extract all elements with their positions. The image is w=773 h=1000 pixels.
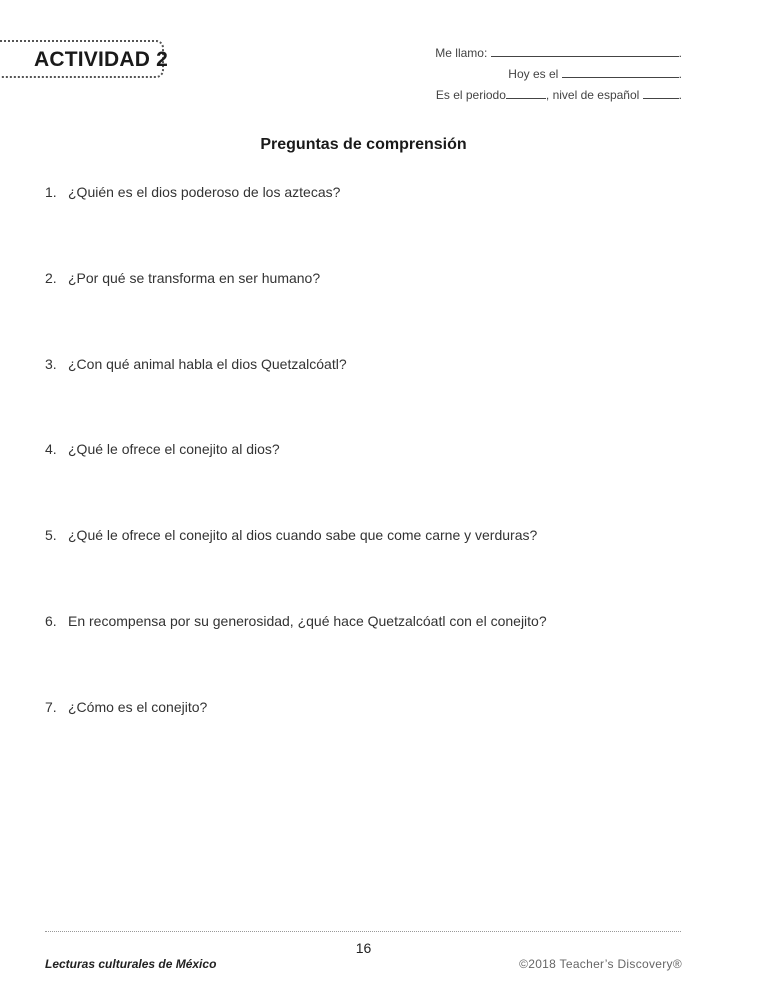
question-5 <box>45 527 537 543</box>
name-end: . <box>678 46 682 60</box>
question-text: En recompensa por su generosidad, ¿qué hace Quetzalcóatl con el conejito? <box>68 613 547 629</box>
question-number: 7. <box>45 699 57 715</box>
question-text: ¿Quién es el dios poderoso de los aztecas? <box>68 184 341 200</box>
level-end: . <box>678 88 682 102</box>
name-line <box>435 45 682 60</box>
question-7 <box>45 699 207 715</box>
question-1 <box>45 184 340 200</box>
question-3 <box>45 356 347 372</box>
name-blank[interactable] <box>491 45 679 57</box>
question-number: 2. <box>45 270 57 286</box>
level-label: , nivel de español <box>545 88 640 102</box>
period-label: Es el periodo <box>435 88 506 102</box>
question-number: 4. <box>45 441 57 457</box>
activity-title: ACTIVIDAD 2 <box>34 48 169 71</box>
question-6 <box>45 613 547 629</box>
question-number: 5. <box>45 527 57 543</box>
date-end: . <box>678 67 682 81</box>
question-text: ¿Qué le ofrece el conejito al dios? <box>68 441 280 457</box>
date-line <box>508 66 682 81</box>
section-title: Preguntas de comprensión <box>260 136 467 153</box>
question-number: 3. <box>45 356 57 372</box>
question-number: 1. <box>45 184 57 200</box>
period-line <box>436 87 682 102</box>
book-title: Lecturas culturales de México <box>45 957 217 971</box>
question-number: 6. <box>45 613 57 629</box>
question-text: ¿Por qué se transforma en ser humano? <box>68 270 321 286</box>
question-2 <box>45 270 320 286</box>
question-4 <box>45 441 280 457</box>
date-blank[interactable] <box>562 66 679 78</box>
copyright: ©2018 Teacher’s Discovery® <box>519 957 682 971</box>
name-label: Me llamo: <box>435 46 488 60</box>
period-blank[interactable] <box>506 87 546 99</box>
level-blank[interactable] <box>643 87 679 99</box>
question-text: ¿Qué le ofrece el conejito al dios cuando sabe que come carne y verduras? <box>68 527 538 543</box>
question-text: ¿Cómo es el conejito? <box>68 699 208 715</box>
footer-divider <box>45 931 681 932</box>
question-text: ¿Con qué animal habla el dios Quetzalcóatl? <box>68 356 347 372</box>
page-number: 16 <box>355 940 372 956</box>
date-label: Hoy es el <box>508 67 559 81</box>
